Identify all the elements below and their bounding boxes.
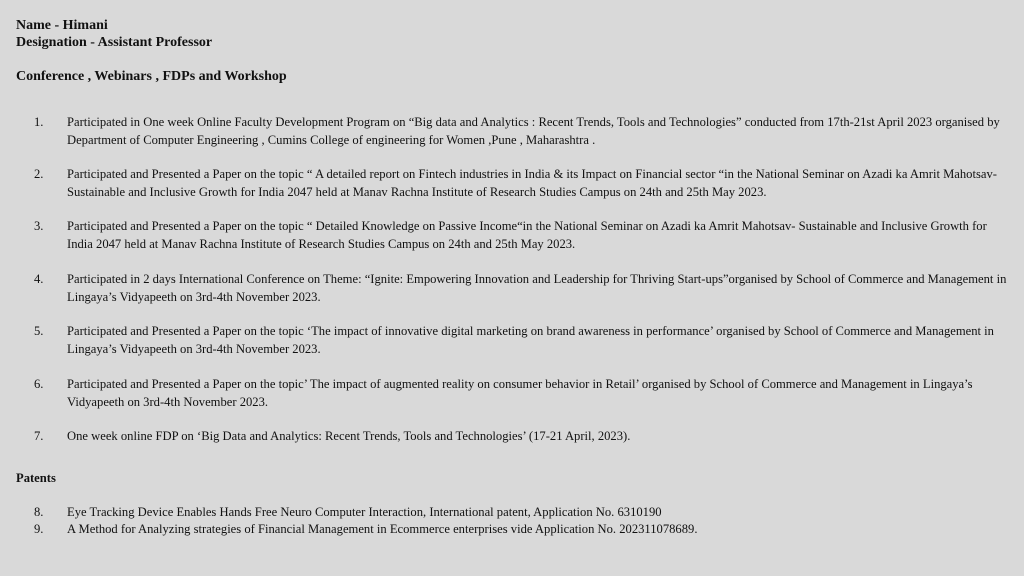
list-item-text: Participated and Presented a Paper on the topic ‘The impact of innovative digital marketing on brand awareness in performance’ organised by School of Commerce and Management in Lingaya’s Vidyapeeth on 3rd-4th November 2023.	[67, 324, 994, 356]
name-line: Name - Himani	[16, 18, 108, 33]
list-item-text: Participated and Presented a Paper on the topic’ The impact of augmented reality on consumer behavior in Retail’ organised by School of Commerce and Management in Lingaya’s Vidyapeeth on 3rd-4th November 2023.	[67, 377, 973, 409]
list-item-number: 9.	[34, 522, 44, 536]
list-item-text: Eye Tracking Device Enables Hands Free Neuro Computer Interaction, International patent, Application No. 6310190	[67, 505, 662, 519]
list-item-number: 8.	[34, 505, 44, 519]
list-item-number: 7.	[34, 429, 44, 443]
patents-section-title: Patents	[16, 471, 56, 485]
list-item-text: Participated in One week Online Faculty Development Program on “Big data and Analytics : Recent Trends, Tools and Technologies” conducted from 17th-21st April 2023 organised by Department of Computer Engineering , Cumins College of engineering for Women ,Pune , Maharashtra .	[67, 115, 1000, 147]
conferences-section-title: Conference , Webinars , FDPs and Workshop	[16, 69, 287, 84]
list-item-text: Participated and Presented a Paper on the topic “ Detailed Knowledge on Passive Income“in the National Seminar on Azadi ka Amrit Mahotsav- Sustainable and Inclusive Growth for India 2047 held at Manav Rachna Institute of Research Studies Campus on 24th and 25th May 2023.	[67, 219, 987, 251]
list-item-text: Participated and Presented a Paper on the topic “ A detailed report on Fintech industries in India & its Impact on Financial sector “in the National Seminar on Azadi ka Amrit Mahotsav- Sustainable and Inclusive Growth for India 2047 held at Manav Rachna Institute of Research Studies Campus on 24th and 25th May 2023.	[67, 167, 997, 199]
list-item-text: One week online FDP on ‘Big Data and Analytics: Recent Trends, Tools and Technologies’ (17-21 April, 2023).	[67, 429, 631, 443]
list-item-number: 2.	[34, 167, 44, 181]
designation-line: Designation - Assistant Professor	[16, 35, 213, 50]
list-item-number: 5.	[34, 324, 44, 338]
list-item-number: 4.	[34, 272, 44, 286]
list-item-text: A Method for Analyzing strategies of Financial Management in Ecommerce enterprises vide Application No. 202311078689.	[67, 522, 698, 536]
list-item-text: Participated in 2 days International Conference on Theme: “Ignite: Empowering Innovation and Leadership for Thriving Start-ups”organised by School of Commerce and Management in Lingaya’s Vidyapeeth on 3rd-4th November 2023.	[67, 272, 1007, 304]
list-item-number: 1.	[34, 115, 44, 129]
list-item-number: 3.	[34, 219, 44, 233]
list-item-number: 6.	[34, 377, 44, 391]
